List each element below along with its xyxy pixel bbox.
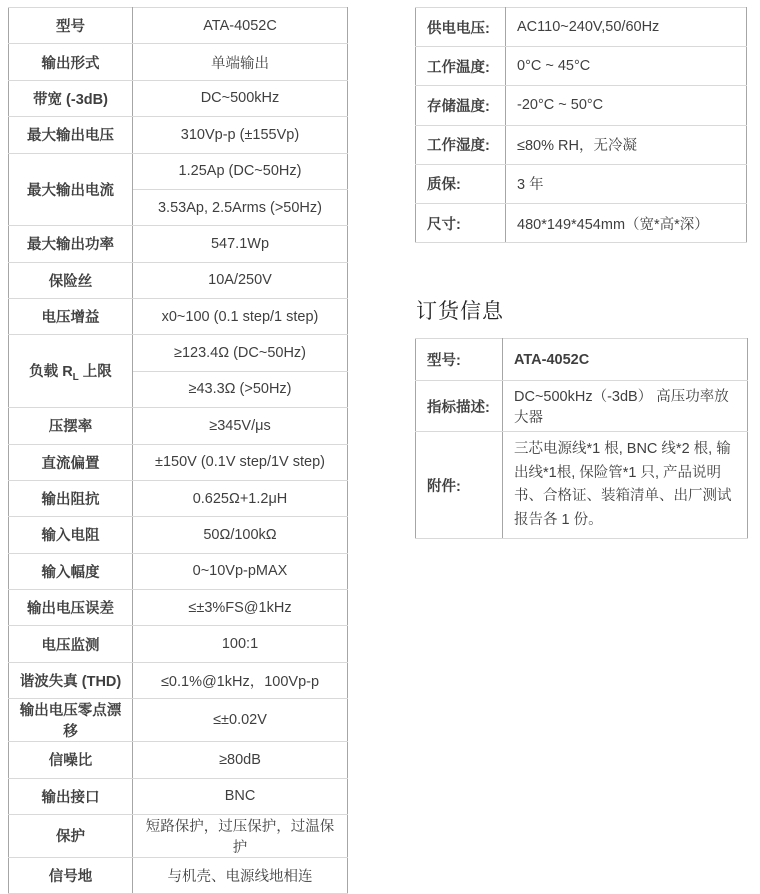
spec-label: 输入幅度	[9, 553, 133, 589]
spec-value: ≥80dB	[133, 742, 348, 778]
table-row	[9, 814, 348, 857]
env-value: ≤80% RH，无冷凝	[506, 125, 747, 164]
spec-value: x0~100 (0.1 step/1 step)	[133, 299, 348, 335]
spec-value: 100:1	[133, 626, 348, 662]
spec-value: ATA-4052C	[133, 8, 348, 44]
order-label: 附件:	[416, 432, 503, 539]
table-row	[9, 742, 348, 778]
table-row	[416, 125, 747, 164]
spec-value: 0~10Vp-pMAX	[133, 553, 348, 589]
table-row	[416, 381, 748, 432]
spec-label: 输出电压误差	[9, 590, 133, 626]
env-value: -20°C ~ 50°C	[506, 86, 747, 125]
spec-label: 保护	[9, 814, 133, 857]
table-row	[9, 335, 348, 371]
table-row	[9, 8, 348, 44]
table-row	[416, 203, 747, 242]
spec-label: 最大输出电压	[9, 117, 133, 153]
spec-label: 信号地	[9, 857, 133, 893]
table-row	[416, 8, 747, 47]
spec-label: 输出阻抗	[9, 480, 133, 516]
order-info-heading: 订货信息	[416, 300, 504, 323]
env-value: 3 年	[506, 164, 747, 203]
env-value: 480*149*454mm（宽*高*深）	[506, 203, 747, 242]
table-row	[9, 699, 348, 742]
spec-value: 50Ω/100kΩ	[133, 517, 348, 553]
spec-label: 信噪比	[9, 742, 133, 778]
spec-label: 输入电阻	[9, 517, 133, 553]
spec-value: 0.625Ω+1.2μH	[133, 480, 348, 516]
env-label: 存储温度:	[416, 86, 506, 125]
spec-value: 10A/250V	[133, 262, 348, 298]
order-model-value: ATA-4052C	[503, 339, 748, 381]
spec-label: 保险丝	[9, 262, 133, 298]
table-row	[9, 80, 348, 116]
table-row	[9, 444, 348, 480]
env-label: 工作湿度:	[416, 125, 506, 164]
spec-value: 1.25Ap (DC~50Hz)	[133, 153, 348, 189]
spec-table	[8, 7, 348, 894]
order-desc-value: DC~500kHz（-3dB） 高压功率放大器	[503, 381, 748, 432]
env-value: AC110~240V,50/60Hz	[506, 8, 747, 47]
spec-value: 单端输出	[133, 44, 348, 80]
spec-value: BNC	[133, 778, 348, 814]
spec-value: 与机壳、电源线地相连	[133, 857, 348, 893]
table-row	[9, 117, 348, 153]
table-row	[9, 299, 348, 335]
spec-label: 输出电压零点漂移	[9, 699, 133, 742]
spec-label: 压摆率	[9, 408, 133, 444]
table-row	[9, 226, 348, 262]
table-row	[9, 778, 348, 814]
env-value: 0°C ~ 45°C	[506, 47, 747, 86]
spec-value: 短路保护，过压保护，过温保护	[133, 814, 348, 857]
spec-label-load-rl: 负载 $R_L$ 上限	[9, 335, 133, 408]
spec-value: ≤±3%FS@1kHz	[133, 590, 348, 626]
spec-value: ≥345V/μs	[133, 408, 348, 444]
table-row	[9, 590, 348, 626]
spec-label: 电压增益	[9, 299, 133, 335]
order-accessories-value: 三芯电源线*1 根, BNC 线*2 根, 输出线*1根, 保险管*1 只, 产品说明书、合格证、装箱清单、出厂测试报告各 1 份。	[503, 432, 748, 539]
env-label: 工作温度:	[416, 47, 506, 86]
table-row	[9, 408, 348, 444]
env-label: 供电电压:	[416, 8, 506, 47]
spec-label: 带宽 (-3dB)	[9, 80, 133, 116]
table-row	[416, 47, 747, 86]
table-row	[9, 44, 348, 80]
spec-value: 547.1Wp	[133, 226, 348, 262]
env-table	[415, 7, 747, 243]
spec-value: ≤±0.02V	[133, 699, 348, 742]
spec-value: ±150V (0.1V step/1V step)	[133, 444, 348, 480]
spec-value: ≥43.3Ω (>50Hz)	[133, 371, 348, 407]
table-row	[9, 626, 348, 662]
table-row	[416, 432, 748, 539]
env-label: 尺寸:	[416, 203, 506, 242]
table-row	[9, 262, 348, 298]
spec-label: 最大输出功率	[9, 226, 133, 262]
spec-value: ≥123.4Ω (DC~50Hz)	[133, 335, 348, 371]
order-label: 型号:	[416, 339, 503, 381]
table-row	[9, 857, 348, 893]
table-row	[9, 553, 348, 589]
table-row	[416, 339, 748, 381]
spec-value: 3.53Ap, 2.5Arms (>50Hz)	[133, 189, 348, 225]
spec-label: 电压监测	[9, 626, 133, 662]
table-row	[9, 153, 348, 189]
order-table	[415, 338, 748, 539]
spec-label: 输出形式	[9, 44, 133, 80]
env-label: 质保:	[416, 164, 506, 203]
spec-label: 型号	[9, 8, 133, 44]
table-row	[9, 517, 348, 553]
spec-value: DC~500kHz	[133, 80, 348, 116]
spec-value: ≤0.1%@1kHz，100Vp-p	[133, 662, 348, 698]
table-row	[416, 164, 747, 203]
order-label: 指标描述:	[416, 381, 503, 432]
table-row	[9, 662, 348, 698]
spec-label: 谐波失真 (THD)	[9, 662, 133, 698]
subscript-l: L	[72, 371, 79, 383]
spec-label: 输出接口	[9, 778, 133, 814]
spec-label: 最大输出电流	[9, 153, 133, 226]
spec-value: 310Vp-p (±155Vp)	[133, 117, 348, 153]
table-row	[9, 480, 348, 516]
spec-label: 直流偏置	[9, 444, 133, 480]
table-row	[416, 86, 747, 125]
